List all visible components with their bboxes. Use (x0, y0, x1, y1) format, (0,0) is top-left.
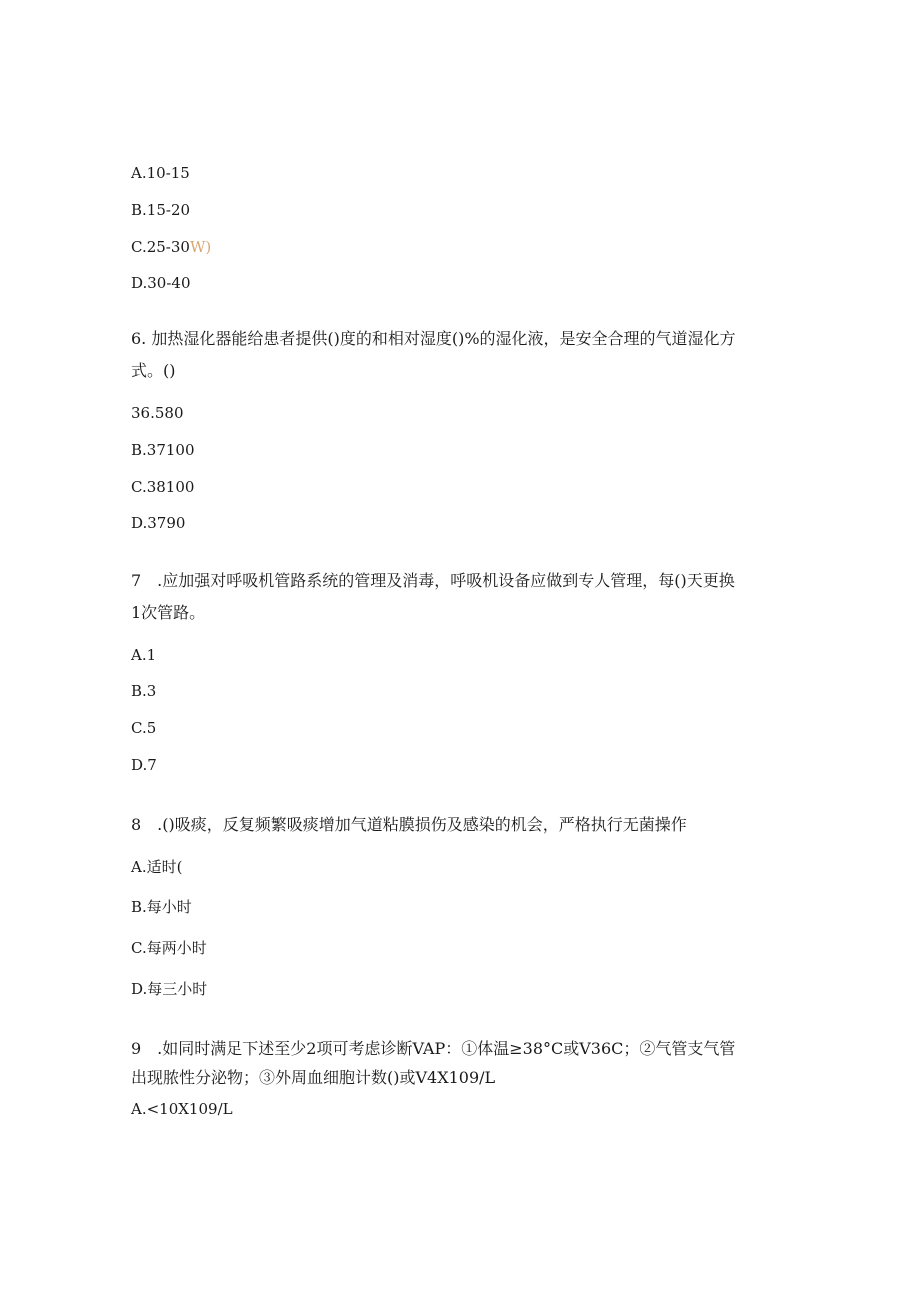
q8-stem-line-1: 8 .()吸痰，反复频繁吸痰增加气道粘膜损伤及感染的机会，严格执行无菌操作 (131, 815, 687, 834)
q9-stem-line-1: 9 .如同时满足下述至少2项可考虑诊断VAP：①体温≥38°C或V36C；②气管支气管 (131, 1039, 736, 1058)
q6-stem-line-1: 6. 加热湿化器能给患者提供()度的和相对湿度()%的湿化液，是安全合理的气道湿化方 (131, 329, 736, 348)
q6-option-c: C.38100 (131, 478, 195, 496)
q9-stem-line-2: 出现脓性分泌物；③外周血细胞计数()或V4X109/L (131, 1068, 496, 1087)
q7-option-a: A.1 (131, 646, 157, 664)
q7-stem-line-2: 1次管路。 (131, 603, 206, 622)
q5-option-b: B.15-20 (131, 201, 191, 219)
q8-option-d: D.每三小时 (131, 980, 208, 998)
q7-option-c: C.5 (131, 719, 157, 737)
q5-option-d: D.30-40 (131, 274, 191, 292)
q6-option-d: D.3790 (131, 514, 186, 532)
q5-option-c-mark: W) (189, 238, 212, 256)
q6-option-b: B.37100 (131, 441, 195, 459)
q7-option-d: D.7 (131, 756, 157, 774)
q8-option-c: C.每两小时 (131, 939, 207, 957)
q5-option-c (131, 237, 211, 257)
q9-option-a: A.<10X109/L (131, 1100, 233, 1118)
q5-option-c-text: C.25-30 (131, 238, 190, 256)
q8-option-a: A.适时( (131, 858, 183, 876)
q6-option-a: 36.580 (131, 404, 184, 422)
q5-option-a: A.10-15 (131, 164, 190, 182)
q8-option-b: B.每小时 (131, 898, 192, 916)
q7-stem-line-1: 7 .应加强对呼吸机管路系统的管理及消毒，呼吸机设备应做到专人管理，每()天更换 (131, 571, 735, 590)
q6-stem-line-2: 式。() (131, 361, 176, 380)
q7-option-b: B.3 (131, 682, 157, 700)
